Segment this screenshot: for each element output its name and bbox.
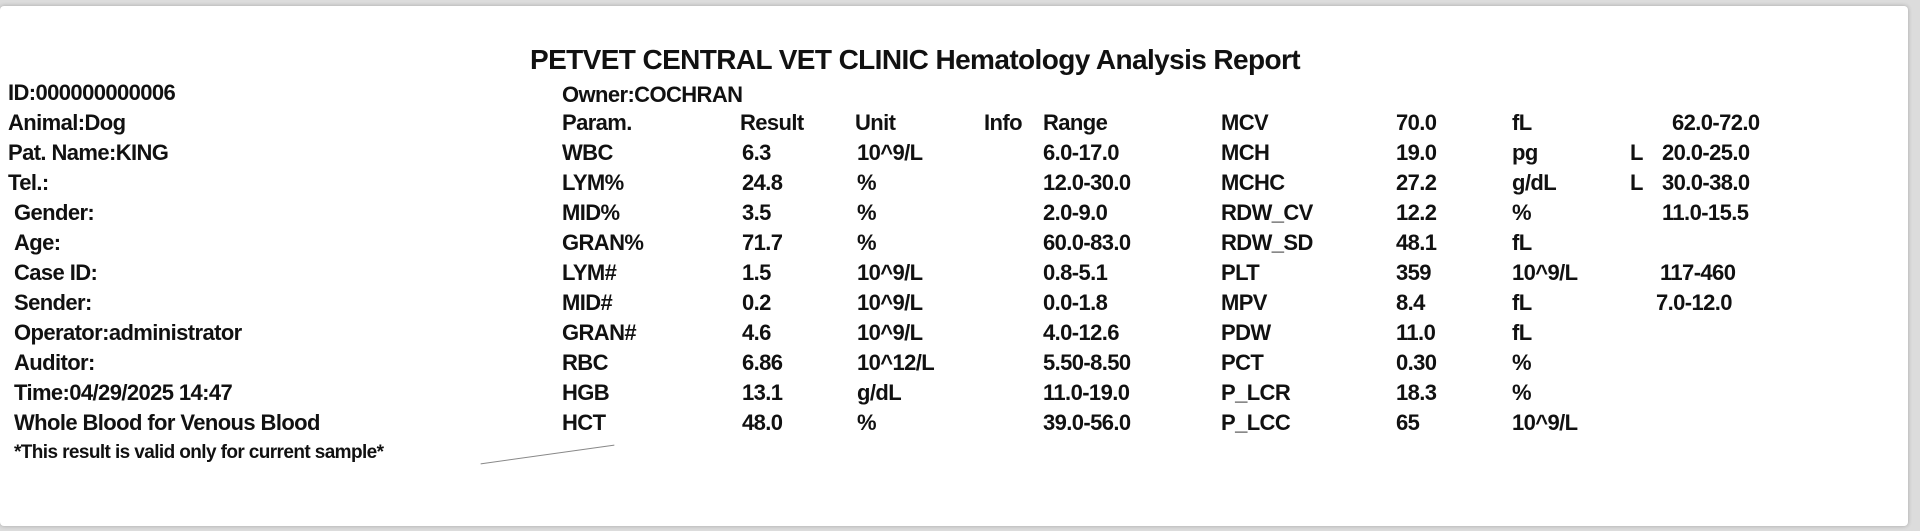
- range-value: 7.0-12.0: [1656, 290, 1732, 315]
- validity-note: *This result is valid only for current sample*: [14, 442, 384, 463]
- result-value: 8.4: [1396, 290, 1425, 315]
- report-paper: [0, 6, 1908, 526]
- unit-value: fL: [1512, 320, 1532, 345]
- patient-sender: Sender:: [14, 290, 92, 315]
- divider: [481, 445, 615, 465]
- param-name: GRAN#: [562, 320, 637, 345]
- patient-name: Pat. Name:KING: [8, 140, 169, 165]
- unit-value: g/dL: [857, 380, 902, 405]
- result-value: 13.1: [742, 380, 783, 405]
- range-value: 0.8-5.1: [1043, 260, 1108, 285]
- result-value: 6.3: [742, 140, 771, 165]
- result-value: 48.1: [1396, 230, 1437, 255]
- result-value: 0.2: [742, 290, 771, 315]
- param-name: GRAN%: [562, 230, 644, 255]
- unit-value: 10^9/L: [857, 290, 923, 315]
- patient-age: Age:: [14, 230, 61, 255]
- patient-tel: Tel.:: [8, 170, 49, 195]
- result-value: 359: [1396, 260, 1431, 285]
- unit-value: %: [1512, 380, 1531, 405]
- range-value: 2.0-9.0: [1043, 200, 1108, 225]
- param-name: PDW: [1221, 320, 1271, 345]
- param-name: MID#: [562, 290, 613, 315]
- param-name: LYM#: [562, 260, 617, 285]
- unit-value: fL: [1512, 110, 1532, 135]
- param-name: MCH: [1221, 140, 1270, 165]
- range-value: 20.0-25.0: [1662, 140, 1750, 165]
- unit-value: 10^9/L: [1512, 410, 1578, 435]
- param-name: RDW_SD: [1221, 230, 1313, 255]
- result-value: 12.2: [1396, 200, 1437, 225]
- patient-animal: Animal:Dog: [8, 110, 126, 135]
- param-name: MCHC: [1221, 170, 1285, 195]
- param-name: P_LCC: [1221, 410, 1291, 435]
- unit-value: 10^9/L: [857, 260, 923, 285]
- result-value: 6.86: [742, 350, 783, 375]
- range-value: 5.50-8.50: [1043, 350, 1131, 375]
- param-name: WBC: [562, 140, 613, 165]
- param-name: RDW_CV: [1221, 200, 1313, 225]
- result-value: 71.7: [742, 230, 783, 255]
- header-result: Result: [740, 110, 804, 135]
- range-value: 39.0-56.0: [1043, 410, 1131, 435]
- range-value: 0.0-1.8: [1043, 290, 1108, 315]
- sample-type: Whole Blood for Venous Blood: [14, 410, 320, 435]
- unit-value: 10^9/L: [857, 140, 923, 165]
- unit-value: 10^9/L: [857, 320, 923, 345]
- info-flag: L: [1630, 170, 1643, 195]
- patient-case-id: Case ID:: [14, 260, 98, 285]
- unit-value: 10^9/L: [1512, 260, 1578, 285]
- param-name: MCV: [1221, 110, 1269, 135]
- result-value: 18.3: [1396, 380, 1437, 405]
- param-name: LYM%: [562, 170, 624, 195]
- info-flag: L: [1630, 140, 1643, 165]
- patient-operator: Operator:administrator: [14, 320, 242, 345]
- range-value: 11.0-15.5: [1662, 200, 1749, 225]
- patient-gender: Gender:: [14, 200, 95, 225]
- unit-value: %: [1512, 200, 1531, 225]
- owner-label: Owner:COCHRAN: [562, 82, 743, 107]
- param-name: PLT: [1221, 260, 1260, 285]
- result-value: 4.6: [742, 320, 771, 345]
- patient-id: ID:000000000006: [8, 80, 176, 105]
- range-value: 6.0-17.0: [1043, 140, 1119, 165]
- range-value: 4.0-12.6: [1043, 320, 1119, 345]
- result-value: 3.5: [742, 200, 771, 225]
- param-name: RBC: [562, 350, 608, 375]
- header-unit: Unit: [855, 110, 896, 135]
- unit-value: fL: [1512, 290, 1532, 315]
- patient-auditor: Auditor:: [14, 350, 95, 375]
- result-value: 19.0: [1396, 140, 1437, 165]
- unit-value: %: [1512, 350, 1531, 375]
- param-name: PCT: [1221, 350, 1264, 375]
- unit-value: g/dL: [1512, 170, 1557, 195]
- unit-value: %: [857, 230, 876, 255]
- header-info: Info: [984, 110, 1022, 135]
- result-value: 48.0: [742, 410, 783, 435]
- unit-value: %: [857, 170, 876, 195]
- range-value: 30.0-38.0: [1662, 170, 1750, 195]
- header-range: Range: [1043, 110, 1108, 135]
- unit-value: %: [857, 410, 876, 435]
- range-value: 12.0-30.0: [1043, 170, 1131, 195]
- unit-value: fL: [1512, 230, 1532, 255]
- result-value: 65: [1396, 410, 1420, 435]
- param-name: HCT: [562, 410, 606, 435]
- unit-value: %: [857, 200, 876, 225]
- range-value: 11.0-19.0: [1043, 380, 1130, 405]
- report-title: PETVET CENTRAL VET CLINIC Hematology Analysis Report: [530, 44, 1301, 75]
- sample-time: Time:04/29/2025 14:47: [14, 380, 233, 405]
- param-name: MPV: [1221, 290, 1267, 315]
- header-param: Param.: [562, 110, 632, 135]
- result-value: 70.0: [1396, 110, 1437, 135]
- param-name: HGB: [562, 380, 610, 405]
- param-name: MID%: [562, 200, 620, 225]
- range-value: 60.0-83.0: [1043, 230, 1131, 255]
- result-value: 0.30: [1396, 350, 1437, 375]
- result-value: 11.0: [1396, 320, 1436, 345]
- unit-value: 10^12/L: [857, 350, 935, 375]
- unit-value: pg: [1512, 140, 1538, 165]
- param-name: P_LCR: [1221, 380, 1291, 405]
- result-value: 1.5: [742, 260, 771, 285]
- result-value: 24.8: [742, 170, 783, 195]
- result-value: 27.2: [1396, 170, 1437, 195]
- range-value: 117-460: [1660, 260, 1736, 285]
- range-value: 62.0-72.0: [1672, 110, 1760, 135]
